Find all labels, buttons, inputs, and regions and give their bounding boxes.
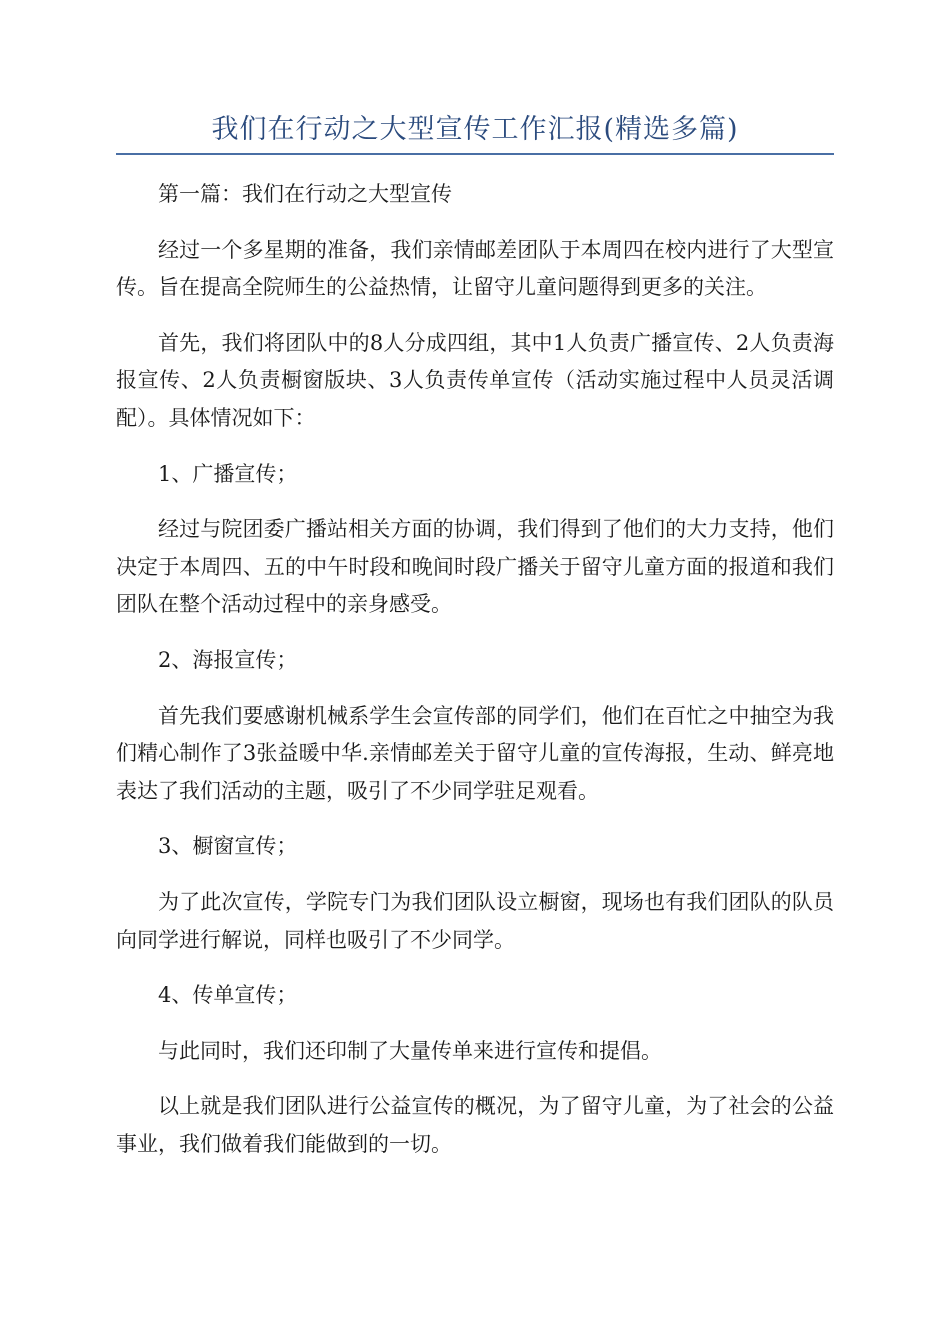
paragraph-section-heading: 第一篇：我们在行动之大型宣传 <box>158 182 452 206</box>
paragraph-poster-body: 首先我们要感谢机械系学生会宣传部的同学们，他们在百忙之中抽空为我们精心制作了3张益暖中华.亲情邮差关于留守儿童的宣传海报，生动、鲜亮地表达了我们活动的主题，吸引了不少同学驻足观看。 <box>116 703 834 803</box>
paragraph-showcase-heading: 3、橱窗宣传； <box>158 834 298 859</box>
paragraph-showcase-body: 为了此次宣传，学院专门为我们团队设立橱窗，现场也有我们团队的队员向同学进行解说，同样也吸引了不少同学。 <box>116 889 834 952</box>
document-body <box>116 176 834 1181</box>
document-title: 我们在行动之大型宣传工作汇报(精选多篇) <box>211 114 739 145</box>
paragraph-poster-heading: 2、海报宣传； <box>158 647 298 672</box>
title-underline <box>116 153 834 155</box>
paragraph-conclusion: 以上就是我们团队进行公益宣传的概况，为了留守儿童，为了社会的公益事业，我们做着我们能做到的一切。 <box>116 1094 834 1156</box>
paragraph-broadcast-heading: 1、广播宣传； <box>158 461 298 486</box>
paragraph-team-groups: 首先，我们将团队中的8人分成四组，其中1人负责广播宣传、2人负责海报宣传、2人负责橱窗版块、3人负责传单宣传（活动实施过程中人员灵活调配）。具体情况如下： <box>116 330 834 430</box>
paragraph-flyer-heading: 4、传单宣传； <box>158 983 298 1008</box>
paragraph-broadcast-body: 经过与院团委广播站相关方面的协调，我们得到了他们的大力支持，他们决定于本周四、五的中午时段和晚间时段广播关于留守儿童方面的报道和我们团队在整个活动过程中的亲身感受。 <box>116 517 834 617</box>
paragraph-intro: 经过一个多星期的准备，我们亲情邮差团队于本周四在校内进行了大型宣传。旨在提高全院师生的公益热情，让留守儿童问题得到更多的关注。 <box>116 237 834 300</box>
paragraph-flyer-body: 与此同时，我们还印制了大量传单来进行宣传和提倡。 <box>158 1038 662 1063</box>
